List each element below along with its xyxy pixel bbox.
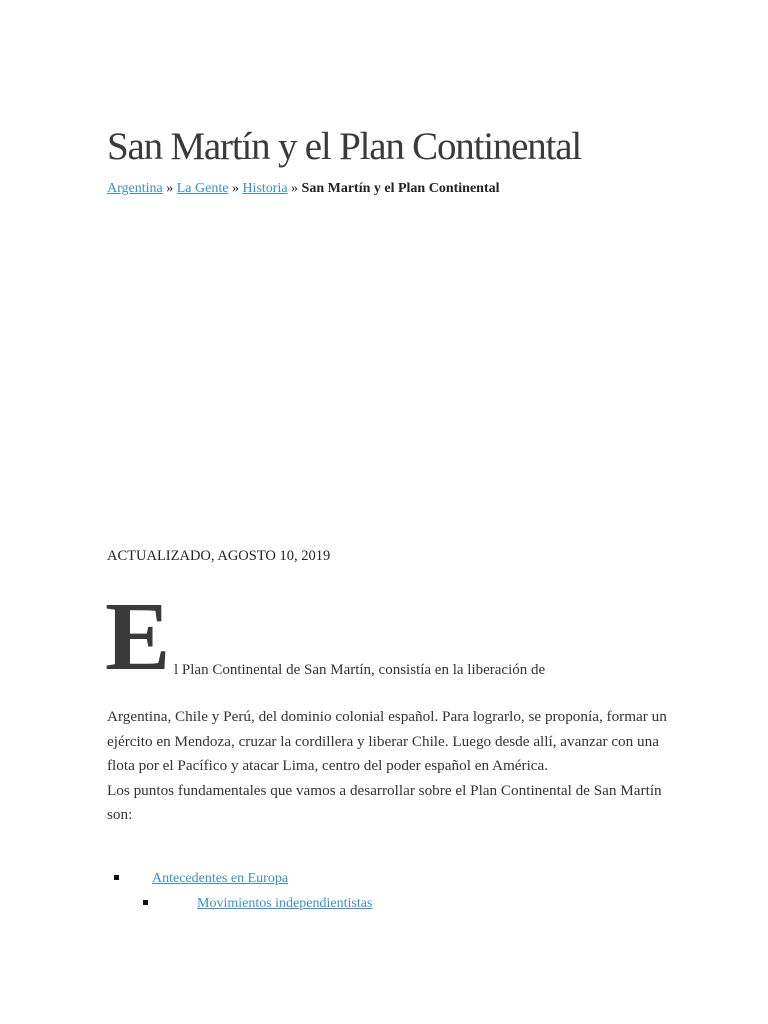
toc-link-antecedentes[interactable]: Antecedentes en Europa bbox=[152, 871, 289, 886]
breadcrumb-current: San Martín y el Plan Continental bbox=[301, 181, 500, 196]
breadcrumb-link-argentina[interactable]: Argentina bbox=[107, 181, 163, 196]
square-bullet-icon bbox=[143, 900, 148, 905]
article-first-line: l Plan Continental de San Martín, consistía en la liberación de bbox=[174, 662, 546, 678]
article-body bbox=[107, 705, 667, 828]
breadcrumb-link-la-gente[interactable]: La Gente bbox=[176, 181, 229, 196]
breadcrumb-link-historia[interactable]: Historia bbox=[242, 181, 288, 196]
breadcrumb-separator: » bbox=[166, 181, 174, 196]
table-of-contents bbox=[107, 868, 667, 918]
toc-item bbox=[107, 868, 667, 893]
drop-cap: E bbox=[105, 583, 171, 691]
ad-placeholder bbox=[107, 215, 661, 525]
toc-link-movimientos[interactable]: Movimientos independientistas bbox=[197, 896, 373, 911]
article-intro-points: Los puntos fundamentales que vamos a desarrollar sobre el Plan Continental de San Martín son: bbox=[107, 781, 662, 824]
article-paragraph: Argentina, Chile y Perú, del dominio colonial español. Para lograrlo, se proponía, formar un ejército en Mendoza, cruzar la cordillera y liberar Chile. Luego desde allí, avanzar con una flota por el Pacífico y atacar Lima, centro del poder español en América. bbox=[107, 708, 667, 775]
page-title: San Martín y el Plan Continental bbox=[107, 125, 581, 168]
updated-date: ACTUALIZADO, AGOSTO 10, 2019 bbox=[107, 548, 331, 564]
breadcrumb bbox=[107, 181, 500, 197]
square-bullet-icon bbox=[114, 875, 119, 880]
breadcrumb-separator: » bbox=[231, 181, 239, 196]
breadcrumb-separator: » bbox=[291, 181, 299, 196]
toc-item bbox=[107, 893, 667, 918]
